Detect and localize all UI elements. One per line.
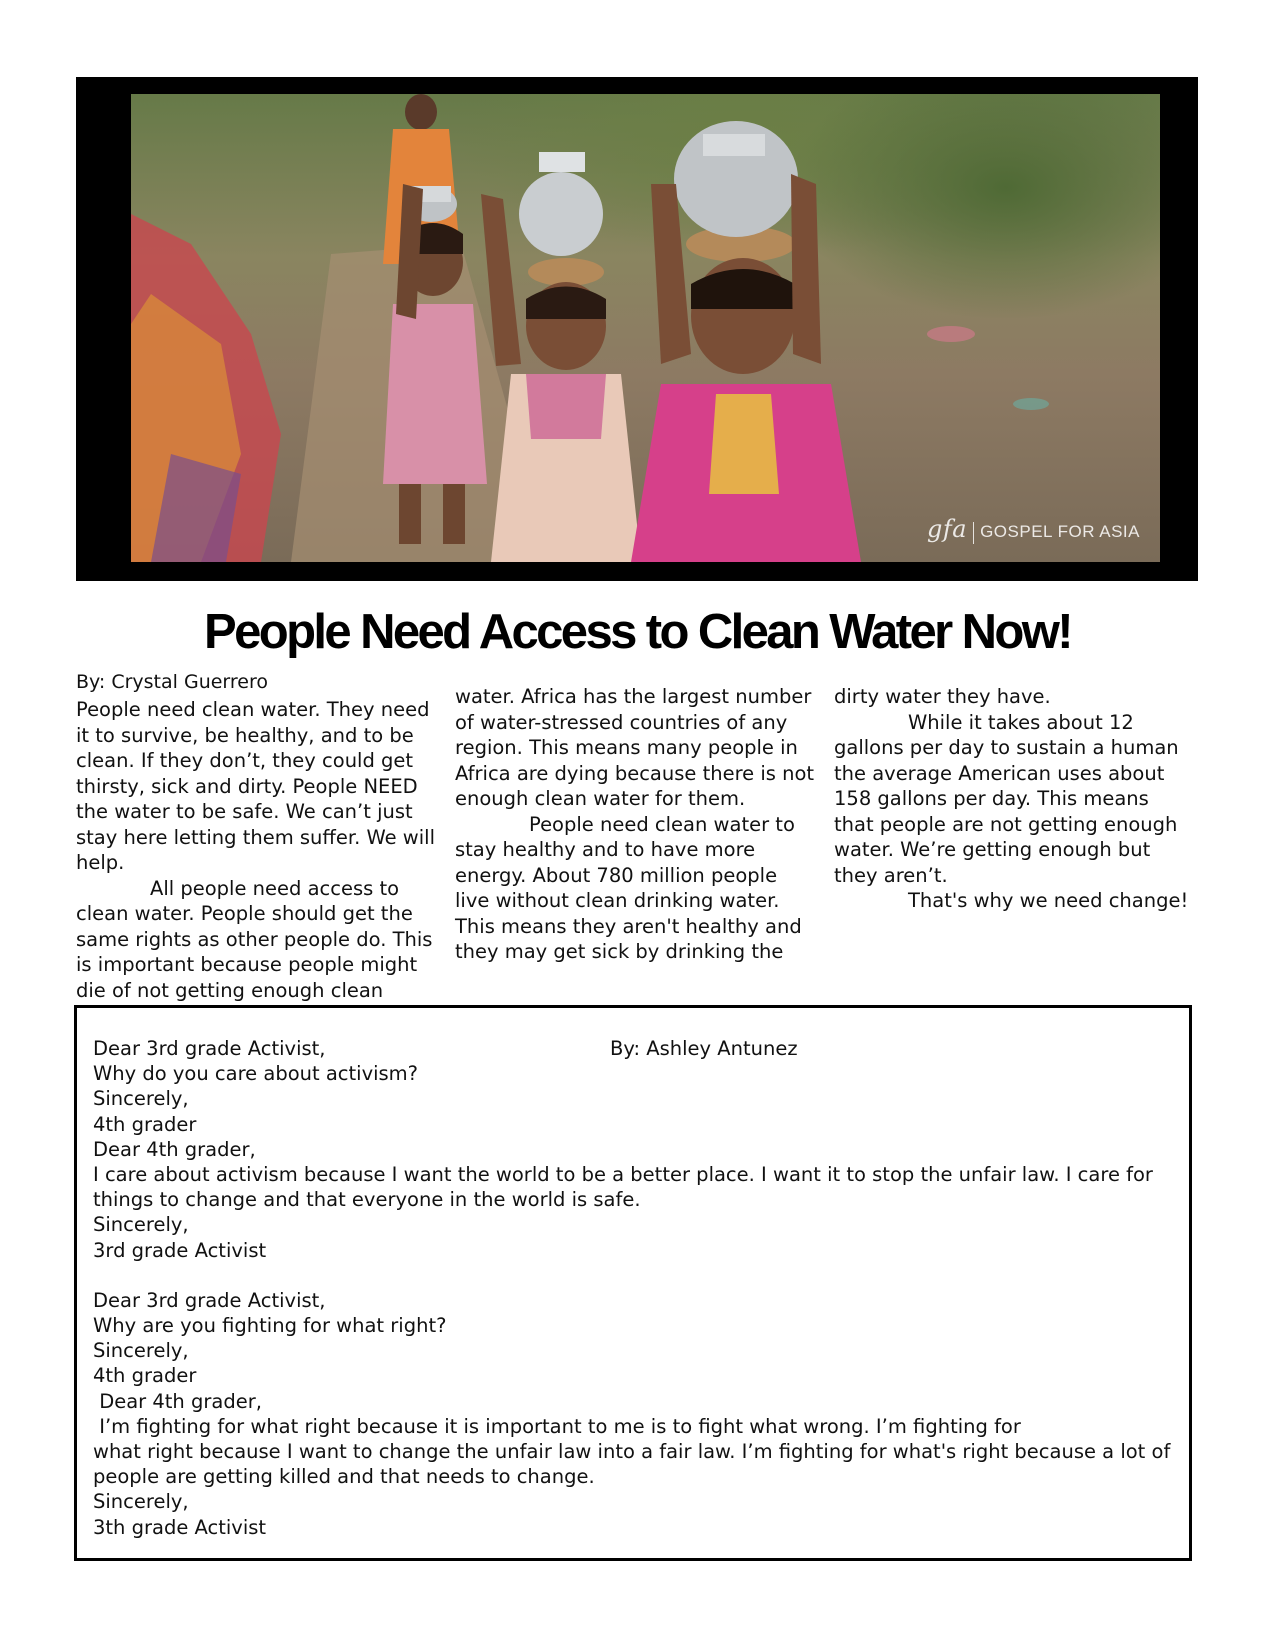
letter-line: Dear 3rd grade Activist, <box>93 1288 326 1312</box>
letter-line: Why do you care about activism? <box>93 1062 419 1086</box>
paragraph: While it takes about 12 gallons per day to sustain a human the average American uses about 158 gallons per day. This means that people are not getting enough water. We’re getting enough but they aren’t. <box>834 710 1179 887</box>
letter-line: Why are you fighting for what right? <box>93 1314 447 1338</box>
paragraph: People need clean water. They need it to survive, be healthy, and to be clean. If they don’t, they could get thirsty, sick and dirty. People NEED the water to be safe. We can’t just stay here letting them suffer. We will help. <box>76 698 435 874</box>
watermark-divider <box>973 522 974 544</box>
letter-line: 3th grade Activist <box>93 1515 267 1539</box>
letter-line: 4th grader <box>93 1364 197 1388</box>
letter-line: Dear 4th grader, <box>93 1137 256 1161</box>
letters-text <box>93 1036 1183 1540</box>
letter-line: Sincerely, <box>93 1490 189 1514</box>
letter-line: 3rd grade Activist <box>93 1238 267 1262</box>
letter-line: Dear 4th grader, <box>93 1389 262 1413</box>
letter-spacer <box>93 1263 1183 1288</box>
photo-illustration <box>131 94 1160 562</box>
paragraph: People need clean water to stay healthy and to have more energy. About 780 million people live without clean drinking water. This means they aren't healthy and they may get sick by drinking the <box>455 812 802 963</box>
article-column-3 <box>834 684 1194 914</box>
photo-frame <box>76 77 1198 581</box>
article-title: People Need Access to Clean Water Now! <box>204 605 1071 659</box>
paragraph: That's why we need change! <box>908 889 1189 912</box>
article-column-1 <box>76 697 438 1003</box>
letter-line: Sincerely, <box>93 1087 189 1111</box>
letter-line: I’m fighting for what right because it is important to me is to fight what wrong. I’m fighting for <box>93 1414 1021 1438</box>
letter-line: Dear 3rd grade Activist, <box>93 1037 326 1060</box>
paragraph: water. Africa has the largest number of water-stressed countries of any region. This means many people in Africa are dying because there is not enough clean water for them. <box>455 685 815 810</box>
paragraph: dirty water they have. <box>834 685 1051 708</box>
paragraph: All people need access to clean water. People should get the same rights as other people do. This is important because people might die of not getting enough clean <box>76 876 433 1002</box>
article-column-2 <box>455 684 815 965</box>
article-byline: By: Crystal Guerrero <box>76 671 269 693</box>
letter-line: Sincerely, <box>93 1213 189 1237</box>
watermark <box>927 515 1140 544</box>
photo-children-carrying-water-pots <box>131 94 1160 562</box>
letters-byline: By: Ashley Antunez <box>610 1037 798 1060</box>
letter-line: 4th grader <box>93 1112 197 1136</box>
letter-line: I care about activism because I want the world to be a better place. I want it to stop the unfair law. I care for things to change and that everyone in the world is safe. <box>93 1163 1153 1212</box>
letter-line: Sincerely, <box>93 1339 189 1363</box>
letter-line: what right because I want to change the unfair law into a fair law. I’m fighting for what's right because a lot of people are getting killed and that needs to change. <box>93 1440 1171 1489</box>
watermark-text: GOSPEL FOR ASIA <box>980 522 1140 542</box>
gfa-logo-icon: gfa <box>927 515 968 544</box>
